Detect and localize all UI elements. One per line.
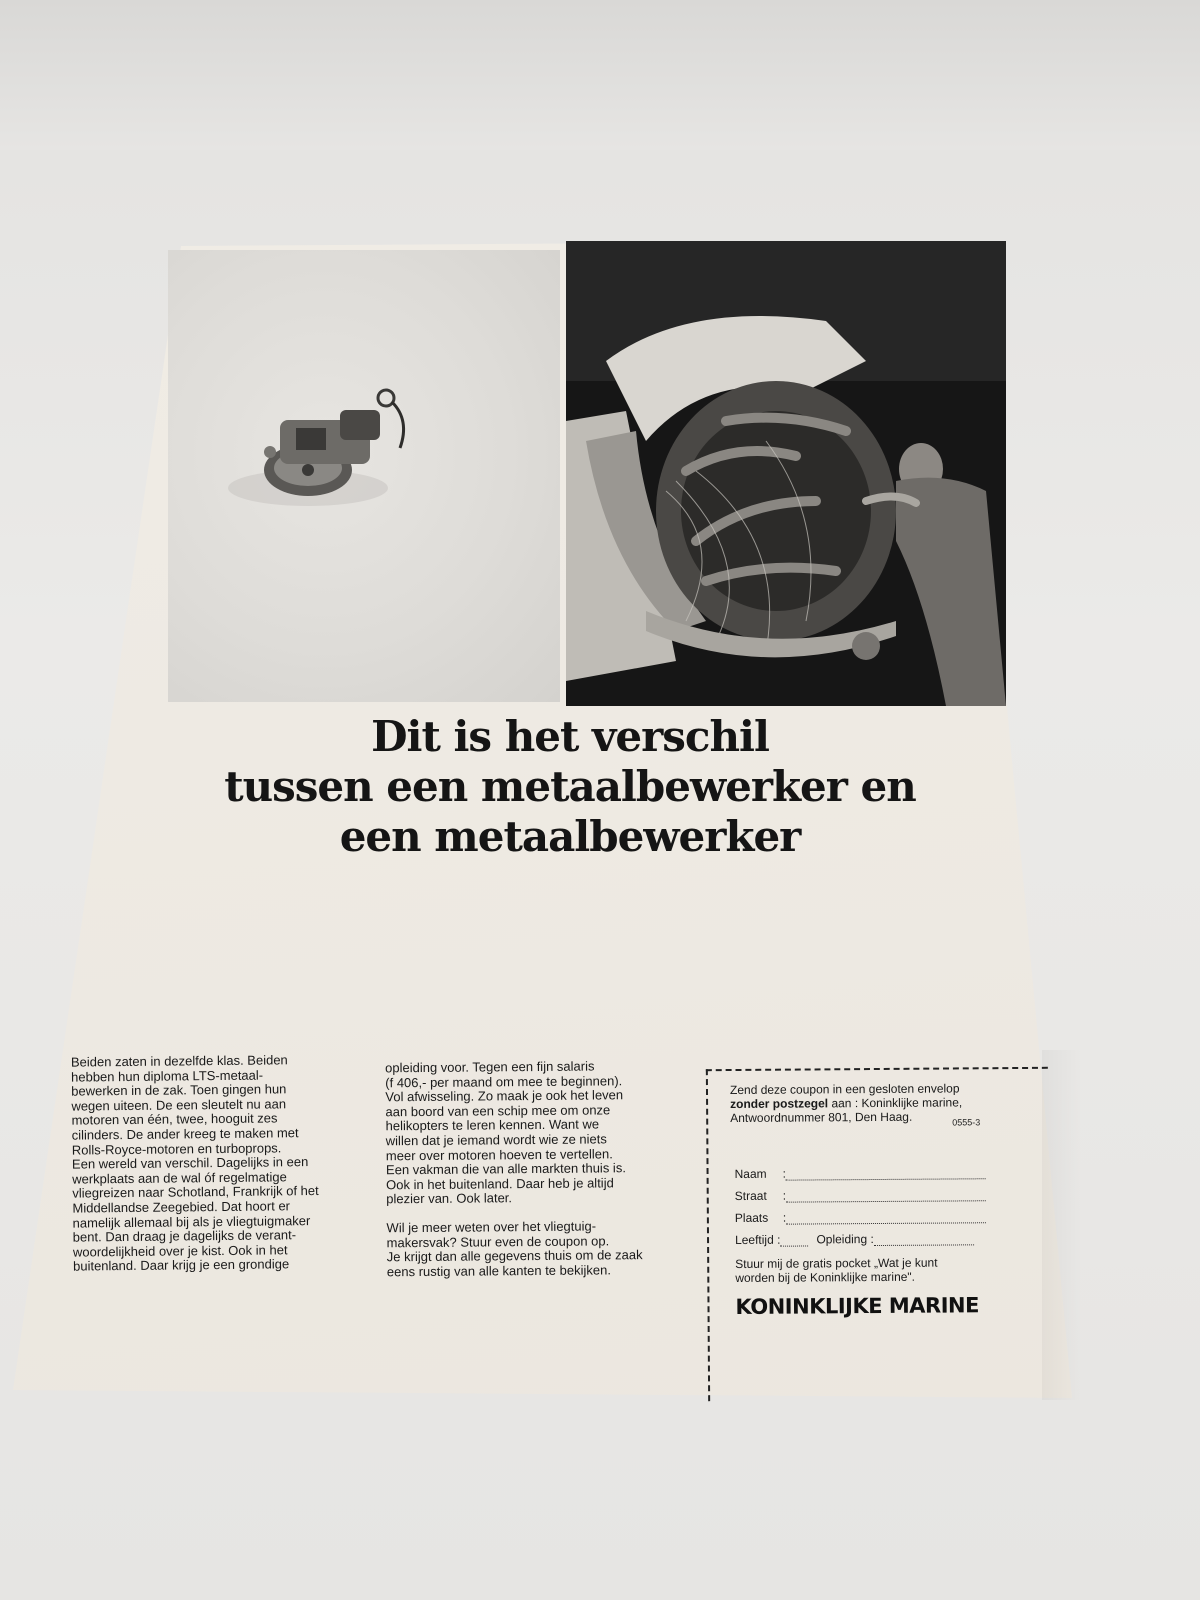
body-line: opleiding voor. Tegen een fijn salaris — [385, 1058, 595, 1076]
colon: : — [782, 1166, 786, 1181]
body-line: werkplaats aan de wal óf regelmatige — [72, 1169, 287, 1187]
body-line: makersvak? Stuur even de coupon op. — [386, 1232, 610, 1250]
city-label: Plaats — [734, 1210, 769, 1225]
small-engine-photo — [168, 250, 560, 702]
pocket-line-1: Stuur mij de gratis pocket „Wat je kunt — [735, 1255, 938, 1271]
headline — [170, 712, 970, 862]
body-line: Een vakman die van alle markten thuis is. — [385, 1160, 626, 1178]
body-line: bent. Dan draag je dagelijks de verant- — [72, 1227, 297, 1245]
body-line: vliegreizen naar Schotland, Frankrijk of het — [72, 1183, 319, 1201]
body-line: plezier van. Ook later. — [386, 1190, 513, 1207]
headline-line-2: tussen een metaalbewerker en — [224, 762, 916, 811]
street-label: Straat — [734, 1188, 767, 1203]
age-line[interactable] — [780, 1235, 808, 1246]
body-line: Je krijgt dan alle gegevens thuis om de zaak — [386, 1247, 643, 1265]
body-line: Een wereld van verschil. Dagelijks in een — [71, 1154, 309, 1172]
body-line: Rolls-Royce-motoren en turboprops. — [71, 1139, 282, 1158]
small-engine-illustration — [168, 250, 560, 702]
reply-coupon[interactable] — [706, 1067, 1050, 1401]
body-line: helikopters te leren kennen. Want we — [385, 1116, 600, 1134]
body-line: cilinders. De ander kreeg te maken met — [71, 1125, 299, 1143]
body-line: namelijk allemaal bij als je vliegtuigmaker — [72, 1212, 311, 1231]
city-line[interactable] — [786, 1212, 986, 1224]
body-line: motoren van één, twee, hooguit zes — [71, 1110, 278, 1128]
pocket-offer — [735, 1255, 1005, 1285]
body-line: Ook in het buitenland. Daar heb je altijd — [386, 1175, 614, 1193]
colon: : — [782, 1210, 787, 1225]
body-line: Middellandse Zeegebied. Dat hoort er — [72, 1198, 291, 1216]
body-line: (f 406,- per maand om mee te beginnen). — [385, 1072, 623, 1090]
street-field[interactable] — [735, 1187, 986, 1203]
body-line: eens rustig van alle kanten te bekijken. — [386, 1262, 611, 1280]
city-field[interactable] — [735, 1209, 986, 1225]
body-text-column-2 — [385, 1059, 687, 1280]
page-edge-shadow — [1042, 1050, 1082, 1400]
colon: : — [782, 1188, 787, 1203]
street-line[interactable] — [786, 1190, 986, 1202]
pocket-line-2: worden bij de Koninklijke marine". — [735, 1269, 916, 1285]
name-field[interactable] — [735, 1165, 986, 1181]
body-line: hebben hun diploma LTS-metaal- — [71, 1067, 264, 1085]
coupon-code: 0555-3 — [952, 1117, 981, 1128]
body-line: wegen uiteen. De een sleutelt nu aan — [71, 1096, 287, 1114]
koninklijke-marine-logo: KONINKLIJKE MARINE — [735, 1293, 980, 1319]
name-line[interactable] — [786, 1168, 986, 1180]
aircraft-engine-photo — [566, 241, 1006, 706]
age-education-field[interactable] — [735, 1231, 974, 1247]
body-line: Vol afwisseling. Zo maak je ook het leven — [385, 1087, 624, 1105]
education-label: Opleiding : — [816, 1232, 874, 1247]
name-label: Naam — [734, 1166, 767, 1181]
body-line: Beiden zaten in dezelfde klas. Beiden — [70, 1052, 288, 1070]
body-line: aan boord van een schip mee om onze — [385, 1102, 611, 1120]
coupon-no-stamp: zonder postzegel — [730, 1096, 829, 1112]
body-line: buitenland. Daar krijg je een grondige — [72, 1256, 290, 1274]
coupon-address-1: aan : Koninklijke marine, — [828, 1095, 963, 1111]
coupon-address-2: Antwoordnummer 801, Den Haag. — [730, 1109, 913, 1126]
headline-line-1: Dit is het verschil — [371, 712, 769, 761]
body-line: woordelijkheid over je kist. Ook in het — [72, 1242, 288, 1260]
education-line[interactable] — [874, 1234, 974, 1246]
coupon-intro-line-1: Zend deze coupon in een gesloten envelop — [729, 1081, 960, 1098]
body-line: bewerken in de zak. Toen gingen hun — [71, 1081, 287, 1099]
age-label: Leeftijd : — [734, 1232, 781, 1247]
headline-line-3: een metaalbewerker — [339, 812, 801, 861]
body-line: meer over motoren hoeven te vertellen. — [385, 1145, 613, 1163]
body-line: Wil je meer weten over het vliegtuig- — [386, 1218, 597, 1236]
aircraft-engine-illustration — [566, 241, 1006, 706]
body-text-column-1 — [71, 1052, 373, 1274]
body-line: willen dat je iemand wordt wie ze niets — [385, 1131, 607, 1149]
